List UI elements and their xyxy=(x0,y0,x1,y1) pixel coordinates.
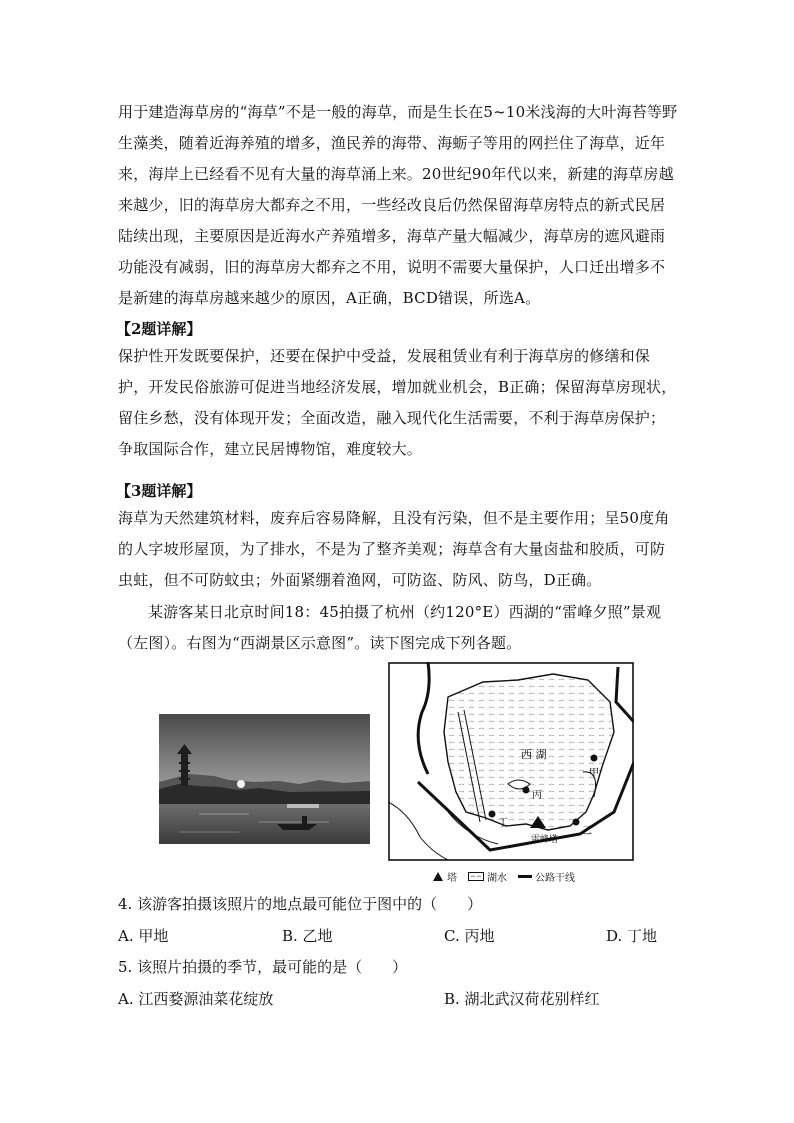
answer-paragraph-2: 保护性开发既要保护，还要在保护中受益，发展租赁业有利于海草房的修缮和保护，开发民俗旅游可促进当地经济发展，增加就业机会，B正确；保留海草房现状，留住乡愁，没有体现开发；全面改造，融入现代化生活需要，不利于海草房保护；争取国际合作，建立民居博物馆，难度较大。 xyxy=(118,347,677,458)
tower-triangle-icon xyxy=(432,871,444,882)
question-4-option-c: C. 丙地 xyxy=(444,927,495,945)
legend-road: 公路干线 xyxy=(518,869,575,884)
answer-paragraph-3: 海草为天然建筑材料，废弃后容易降解，且没有污染，但不是主要作用；呈50度角的人字坡形屋顶，为了排水，不是为了整齐美观；海草含有大量卤盐和胶质，可防虫蛀，但不可防蚊虫；外面紧绷着渔网，可防盗、防风、防鸟，D正确。 xyxy=(118,509,670,589)
question-5-option-a: A. 江西婺源油菜花绽放 xyxy=(118,990,274,1008)
tower-label: 雷峰塔 xyxy=(531,835,559,845)
question-5-stem: 5. 该照片拍摄的季节，最可能的是（ ） xyxy=(118,958,408,976)
lake-water-icon xyxy=(468,872,484,881)
lake-label: 西 湖 xyxy=(521,748,547,761)
leifeng-sunset-photo xyxy=(159,714,370,844)
point-bing-label: 丙 xyxy=(532,790,542,801)
point-yi-label: 乙 xyxy=(582,826,592,837)
question-4-option-a: A. 甲地 xyxy=(118,927,169,945)
road-line-icon xyxy=(518,872,532,881)
question-intro: 某游客某日北京时间18：45拍摄了杭州（约120°E）西湖的“雷峰夕照”景观（左图）。右图为“西湖景区示意图”。读下图完成下列各题。 xyxy=(118,603,662,652)
west-lake-map xyxy=(388,662,634,862)
question-5-option-b: B. 湖北武汉荷花别样红 xyxy=(444,990,600,1008)
section-heading-3: 【3题详解】 xyxy=(116,482,202,500)
answer-paragraph-1: 用于建造海草房的“海草”不是一般的海草，而是生长在5~10米浅海的大叶海苔等野生藻类，随着近海养殖的增多，渔民养的海带、海蛎子等用的网拦住了海草，近年来，海岸上已经看不见有大量的海草涌上来。20世纪90年代以来，新建的海草房越来越少，旧的海草房大都弃之不用，一些经改良后仍然保留海草房特点的新式民居陆续出现，主要原因是近海水产养殖增多，海草产量大幅减少，海草房的遮风避雨功能没有减弱，旧的海草房大都弃之不用，说明不需要大量保护，人口迁出增多不是新建的海草房越来越少的原因，A正确，BCD错误，所选A。 xyxy=(118,103,678,307)
section-heading-2: 【2题详解】 xyxy=(116,320,202,338)
question-4-option-b: B. 乙地 xyxy=(282,927,333,945)
point-ding-label: 丁 xyxy=(498,818,508,829)
question-4-stem: 4. 该游客拍摄该照片的地点最可能位于图中的（ ） xyxy=(118,895,483,913)
point-jia-label: 甲 xyxy=(589,768,599,779)
legend-tower: 塔 xyxy=(432,869,457,884)
legend-lake: 湖水 xyxy=(468,869,507,884)
question-4-option-d: D. 丁地 xyxy=(606,927,658,945)
